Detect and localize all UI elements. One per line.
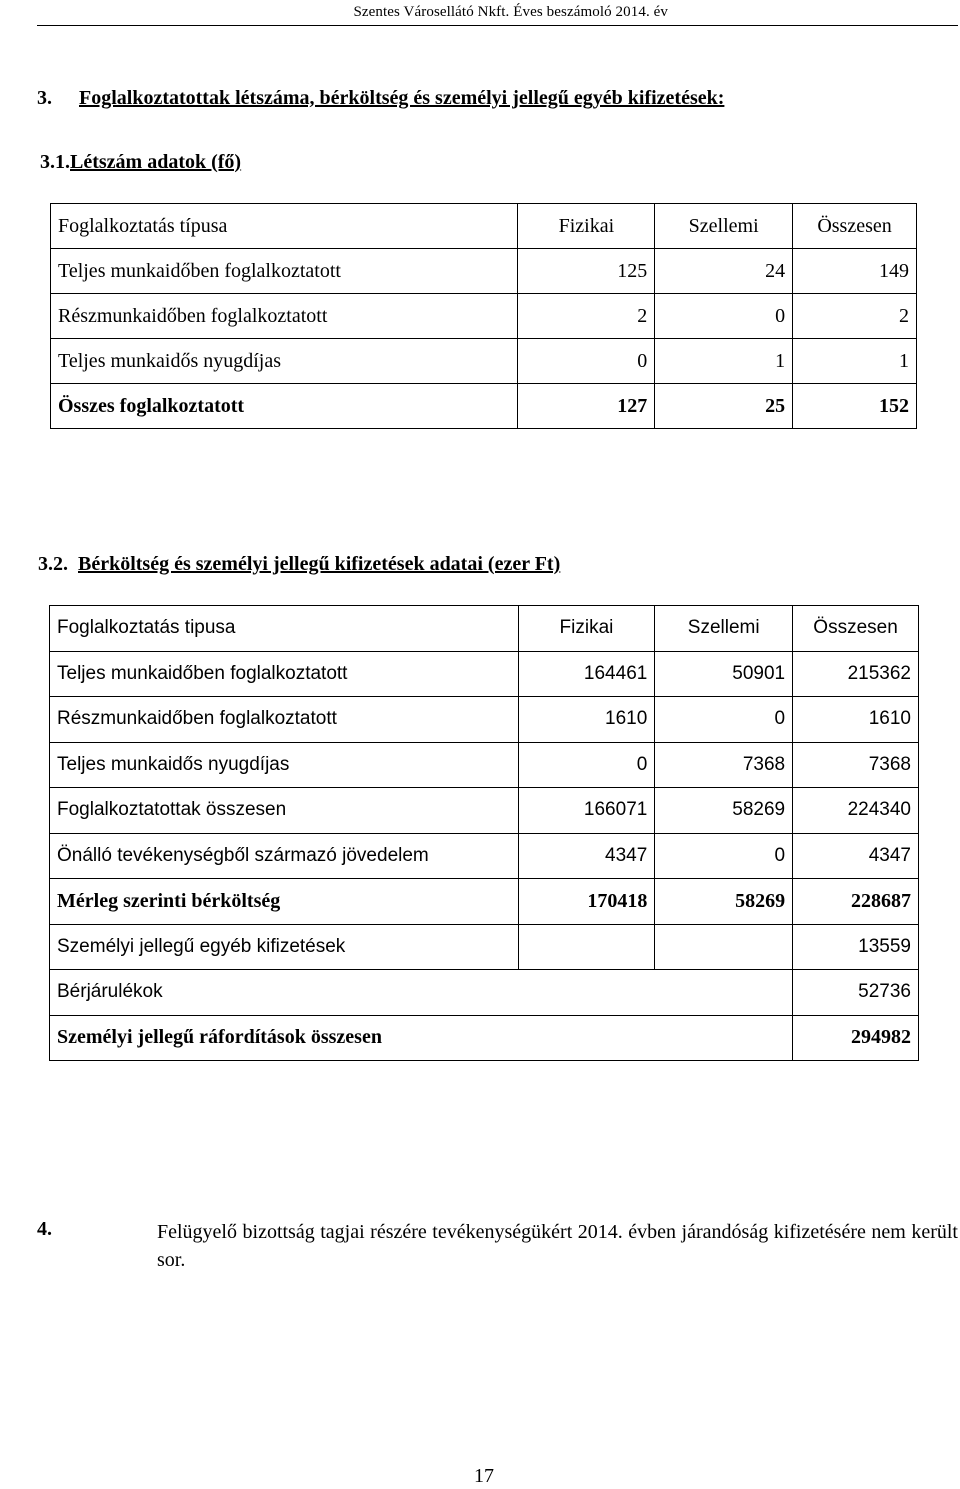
cell-fizikai: 0 (518, 339, 655, 384)
cell-szellemi: 58269 (655, 788, 793, 834)
table-subtotal-row (50, 879, 919, 925)
table-row (50, 697, 919, 743)
subsection-3-2-title (38, 553, 560, 576)
row-label: Részmunkaidőben foglalkoztatott (50, 697, 519, 743)
table-row (50, 924, 919, 970)
cell-szellemi: 7368 (655, 742, 793, 788)
section-4 (37, 1218, 958, 1274)
row-label: Teljes munkaidőben foglalkoztatott (50, 651, 519, 697)
row-label: Önálló tevékenységből származó jövedelem (50, 833, 519, 879)
cell-szellemi: 0 (655, 294, 793, 339)
cell-fizikai: 125 (518, 249, 655, 294)
row-label: Mérleg szerinti bérköltség (50, 879, 519, 925)
subsection-3-2-number: 3.2. (38, 553, 68, 575)
running-header: Szentes Városellátó Nkft. Éves beszámoló 2014. év (353, 4, 668, 20)
header-cell: Foglalkoztatás tipusa (50, 606, 519, 652)
cell-szellemi: 50901 (655, 651, 793, 697)
cell-osszesen: 13559 (793, 924, 919, 970)
row-label: Teljes munkaidős nyugdíjas (50, 742, 519, 788)
subsection-3-1-text: Létszám adatok (fő) (70, 151, 242, 173)
cell-osszesen: 224340 (793, 788, 919, 834)
cell-fizikai (518, 924, 655, 970)
section-4-number: 4. (37, 1218, 52, 1240)
header-cell: Foglalkoztatás típusa (51, 204, 518, 249)
cell-osszesen: 52736 (793, 970, 919, 1016)
cell-szellemi: 1 (655, 339, 793, 384)
table-row (51, 339, 917, 384)
cell-osszesen: 215362 (793, 651, 919, 697)
cell-fizikai: 164461 (518, 651, 655, 697)
table-row (50, 742, 919, 788)
cell-fizikai: 127 (518, 384, 655, 429)
subsection-3-1-title (40, 151, 241, 174)
cell-osszesen: 152 (793, 384, 917, 429)
row-label: Részmunkaidőben foglalkoztatott (51, 294, 518, 339)
table-row (51, 294, 917, 339)
section-3-title (37, 87, 724, 110)
cell-osszesen: 1610 (793, 697, 919, 743)
cell-szellemi: 24 (655, 249, 793, 294)
header-cell: Fizikai (518, 204, 655, 249)
cell-osszesen: 4347 (793, 833, 919, 879)
header-cell: Szellemi (655, 204, 793, 249)
cell-osszesen: 2 (793, 294, 917, 339)
cell-osszesen: 149 (793, 249, 917, 294)
cell-szellemi: 25 (655, 384, 793, 429)
cell-szellemi: 0 (655, 833, 793, 879)
cell-szellemi (655, 924, 793, 970)
table-row (50, 651, 919, 697)
section-3-text: Foglalkoztatottak létszáma, bérköltség és személyi jellegű egyéb kifizetések: (79, 87, 725, 109)
cell-osszesen: 1 (793, 339, 917, 384)
row-label: Személyi jellegű egyéb kifizetések (50, 924, 519, 970)
cell-fizikai: 1610 (518, 697, 655, 743)
cell-osszesen: 7368 (793, 742, 919, 788)
table-total-row (50, 1015, 919, 1061)
row-label: Összes foglalkoztatott (51, 384, 518, 429)
row-label: Foglalkoztatottak összesen (50, 788, 519, 834)
subsection-3-2-text: Bérköltség és személyi jellegű kifizetések adatai (ezer Ft) (78, 553, 561, 575)
cell-fizikai: 166071 (518, 788, 655, 834)
table-row (50, 788, 919, 834)
table-header-row (50, 606, 919, 652)
page-number: 17 (474, 1465, 494, 1487)
section-4-text: Felügyelő bizottság tagjai részére tevékenységükért 2014. évben járandóság kifizetésére nem került sor. (157, 1221, 958, 1271)
headcount-table (50, 203, 917, 429)
header-cell: Fizikai (518, 606, 655, 652)
header-cell: Szellemi (655, 606, 793, 652)
row-label: Teljes munkaidőben foglalkoztatott (51, 249, 518, 294)
cell-szellemi: 0 (655, 697, 793, 743)
header-cell: Összesen (793, 204, 917, 249)
table-row (51, 249, 917, 294)
section-3-number: 3. (37, 87, 52, 109)
subsection-3-1-number: 3.1. (40, 151, 70, 173)
cell-fizikai: 170418 (518, 879, 655, 925)
table-header-row (51, 204, 917, 249)
header-rule (37, 25, 958, 26)
table-row (50, 970, 919, 1016)
table-total-row (51, 384, 917, 429)
cell-fizikai: 2 (518, 294, 655, 339)
cell-szellemi: 58269 (655, 879, 793, 925)
cell-osszesen: 294982 (793, 1015, 919, 1061)
row-label: Bérjárulékok (50, 970, 793, 1016)
payroll-table (49, 605, 919, 1061)
row-label: Teljes munkaidős nyugdíjas (51, 339, 518, 384)
cell-osszesen: 228687 (793, 879, 919, 925)
cell-fizikai: 0 (518, 742, 655, 788)
table-row (50, 833, 919, 879)
header-cell: Összesen (793, 606, 919, 652)
row-label: Személyi jellegű ráfordítások összesen (50, 1015, 793, 1061)
cell-fizikai: 4347 (518, 833, 655, 879)
